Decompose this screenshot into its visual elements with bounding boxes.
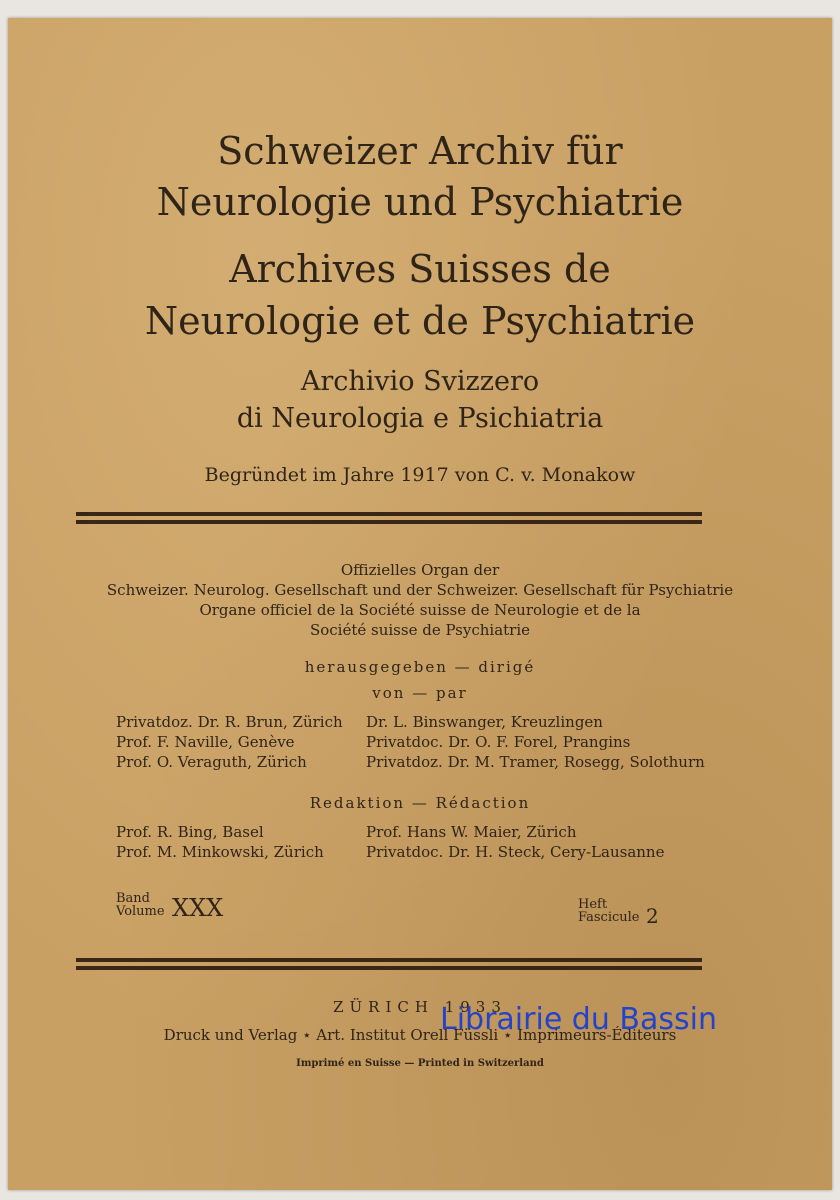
redaction-heading: Redaktion — Rédaction: [309, 794, 531, 812]
editor-name: Dr. L. Binswanger, Kreuzlingen: [366, 713, 603, 731]
editor-name: Privatdoz. Dr. R. Brun, Zürich: [116, 713, 343, 731]
imprint-publisher: Druck und Verlag ⋆ Art. Institut Orell Füssli ⋆ Imprimeurs-Éditeurs: [163, 1026, 677, 1044]
editor-name: Prof. O. Veraguth, Zürich: [116, 753, 307, 771]
redactor-name: Prof. M. Minkowski, Zürich: [116, 843, 324, 861]
issue-label: [578, 898, 640, 924]
issue-label-de: Heft: [578, 897, 608, 912]
issue-label-fr: Fascicule: [578, 910, 640, 925]
title-german-line1: Schweizer Archiv für: [217, 129, 623, 173]
issue-number: 2: [646, 904, 659, 928]
redactor-name: Prof. R. Bing, Basel: [116, 823, 264, 841]
redaction-right-column: [366, 822, 664, 862]
title-french-line2: Neurologie et de Psychiatrie: [144, 299, 696, 343]
double-rule-bottom-b: [76, 966, 702, 970]
double-rule-top-a: [76, 512, 702, 516]
title-italian-line1: Archivio Svizzero: [300, 366, 540, 397]
double-rule-top-b: [76, 520, 702, 524]
title-german-line2: Neurologie und Psychiatrie: [156, 180, 684, 224]
founding-note: Begründet im Jahre 1917 von C. v. Monakow: [204, 464, 636, 486]
volume-number: XXX: [172, 894, 224, 922]
organ-line4: Société suisse de Psychiatrie: [309, 621, 531, 639]
watermark-text: Librairie du Bassin: [440, 1002, 717, 1037]
title-italian-line2: di Neurologia e Psichiatria: [236, 403, 604, 434]
redactor-name: Prof. Hans W. Maier, Zürich: [366, 823, 577, 841]
volume-label: [116, 892, 165, 918]
volume-label-de: Band: [116, 891, 150, 906]
volume-label-fr: Volume: [116, 904, 165, 919]
editor-name: Privatdoz. Dr. M. Tramer, Rosegg, Solothurn: [366, 753, 705, 771]
title-french-line1: Archives Suisses de: [229, 247, 611, 291]
edited-by-heading: herausgegeben — dirigé: [304, 658, 536, 676]
editor-name: Prof. F. Naville, Genève: [116, 733, 295, 751]
redactor-name: Privatdoc. Dr. H. Steck, Cery-Lausanne: [366, 843, 665, 861]
by-heading: von — par: [372, 684, 468, 702]
double-rule-bottom-a: [76, 958, 702, 962]
organ-line1: Offizielles Organ der: [340, 561, 500, 579]
organ-line2: Schweizer. Neurolog. Gesellschaft und der Schweizer. Gesellschaft für Psychiatrie: [106, 581, 734, 599]
imprint-city-year: ZÜRICH 1933: [333, 998, 507, 1016]
editor-name: Privatdoc. Dr. O. F. Forel, Prangins: [366, 733, 631, 751]
imprint-printed-in: Imprimé en Suisse — Printed in Switzerland: [296, 1058, 544, 1069]
editors-right-column: [366, 712, 705, 772]
editors-left-column: [116, 712, 343, 772]
organ-line3: Organe officiel de la Société suisse de Neurologie et de la: [199, 601, 641, 619]
redaction-left-column: [116, 822, 324, 862]
